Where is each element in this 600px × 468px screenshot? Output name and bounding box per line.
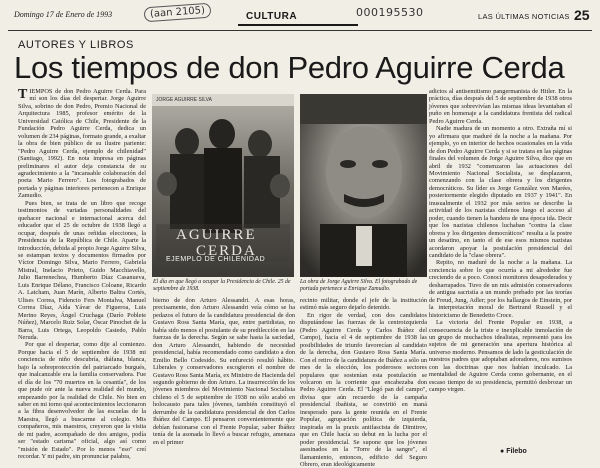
- paragraph: adictos al antisemitismo pangermanista de Hitler. En la práctica, días después del 5 de septiembre de 1938 otros jóvenes que sobrevivían las mismas ideas levantaban el puño en homenaje a la candidatura frentista del radical Pedro Aguirre Cerda.: [429, 88, 572, 125]
- paragraph: bierno de don Arturo Alessandri. A esas horas, precisamente, don Arturo Alessandri veía cómo se ha pedazos el futuro de la candidatura presidencial de don Gustavo Ross Santa María, que, entre partidistas, no había sido menos el postulante de su predilección en las fuerzas de la derecha. Según se sabe hasta la saciedad, don Arturo Alessandri, habiendo de necesidad presidencial, había recomendado como candidato a don Emilio Bello Codesido. Su enfureció resultó hábito. Liberales y conservadores escogieron el nombre de Gustavo Ross Santa María, ex Ministro de Hacienda del segundo gobierno de don Arturo. La insurrección de los jóvenes miembros del Movimiento Nacional Socialista chileno el 5 de septiembre de 1938 no sólo acabó en holocausto para tales jóvenes, también constituyó el derrumbe de la candidatura presidencial de don Carlos Ibáñez del Campo. El pensaron convenientemente que debían fusionarse con el Frente Popular, saber Ibáñez tenía de la asonada lo llevó a buscar refugio, amenaza en el primer: [153, 297, 295, 446]
- byline: ● Filebo: [500, 448, 527, 455]
- photo-caption-2: La obra de Jorge Aguirre Silva. El fotograbado de portada pertenece a Enrique Zamudio.: [300, 279, 418, 292]
- photo-caption-1: El día en que llegó a ocupar la Presidencia de Chile. 25 de septiembre de 1938.: [153, 279, 291, 292]
- page-number: 25: [574, 7, 590, 23]
- paragraph: Nadie madura de un momento a otro. Extraña mí si yo afirmara que maduré de la noche a la mañana. Por ejemplo, yo en interior de hechos ocasionales en la vida de don Pedro Aguirre Cerda y si se tratara en las páginas finales del volumen de Jorge Aguirre Silva, dice que en abril de 1932 "comenzaron las actuaciones del Movimiento Nacional Socialista, se desplazaron, comenzando con la clase obrera y los dirigentes democráticos. Su líder es Jorge González von Marées, posteriormente elegido diputado en 1937 y 1941". En inusualmente el 1932 por más serios se describe la actividad de los nazistas chilenos luego el acceso al poder, cuando tienen la bandera de una época ida. Decir que los nazistas chilenos luchaban "contra la clase obrera y los dirigentes democráticos" resulta a la postre un desatino, en tanto el de ese esos mismos nazistas acordaron apoyar la postulación presidencial del candidato de la "clase obrera".: [429, 125, 572, 259]
- paragraph: Pues bien, se trata de un libro que recoge testimonios de variadas personalidades del quehacer nacional e internacional acerca del educador que el 25 de octubre de 1938 llegó a ocupar, después de unas reñidas elecciones, la Presidencia de la República de Chile. Aparte la introducción, debida al propio Jorge Aguirre Silva, se estampan textos y documentos firmados por Víctor Domingo Silva, Mario Ferrero, Gabriela Mistral, Inelacio Prieto, Guido Macchiavello, Julio Barrenechea, Humberto Díaz Casanueva, Luis Enrique Délano, Francisco Coloane, Ricardo A. Latcham, Juan Marín, Alberto Baltra Cortés, Ulises Correa, Fidencio Fers Montalva, Manuel Correa Díaz, Aída Yávar de Figueroa, Luis Merino Reyes, Ángel Cruchaga (Darío Poblete Núñez), Marcelo Ruiz Solar, Óscar Pinochet de la Barra, Luis Ortega, Leopoldo Castedo, Pablo Neruda.: [18, 199, 146, 341]
- paragraph: Repito, no maduré de la noche a la mañana. La conciencia sobre lo que ocurría a mi alrededor fue creciendo de a poco. Conocí monitores desapoderados y desharrapados. Tuvo de un mis admisión conservadores de antigua sacristía a un mundo prebado por las teorías de Freud, Jung, Adler; por los hallazgos de Einstein, por la interpretación moral de Bertrand Russell y el historicismo de Benedetto Croce.: [429, 259, 572, 319]
- drop-cap: T: [18, 87, 28, 102]
- cover-banner-line-2: CERDA: [196, 243, 257, 259]
- article-column-2: [153, 297, 295, 459]
- paragraph: Por que el despertar, como dije al comienzo. Porque hacia el 5 de septiembre de 1938 mi conciencia de niño descubría, diáfana, blanca, bajo la sobreprotección del patriarcado burgués, que inalcanzable era la familia conservadora. Fue el día de los "70 muertos en la cesantía", de los que pude oír ante la nueva realidad del mundo, empezando por la realidad de Chile. No bien en saber en mi torno qué acontecimientos leccionaron a la fibra desenvolvedor de las escuelas de la Maestra, llegó a buscarme al colegio. Mis compañeros, mis maestros, creyeron que la visita de mi padre, acompañado de dos amigos, podía ser "estado carisma" oficial, algo así como "misión de Estado". Por lo menos "eso" creí recordar. Y mi padre, sin pronunciar palabra,: [18, 341, 146, 461]
- paragraph: IEMPOS de don Pedro Aguirre Cerda. Para mí son los días del despertar. Jorge Aguirre Silva, sobrino de don Pedro, Premio Nacional de Arquitectura 1985, profesor emérito de la Universidad Católica de Chile, Presidente de la Fundación Pedro Aguirre Cerda, dedica un volumen de 234 páginas, formato grande, a exaltar la obra de bien público de su ilustre pariente: "Pedro Aguirre Cerda, ejemplo de chilenidad" (Santiago, 1992). En nota impresa en páginas preliminares el autor deja constancia de su agradecimiento a la "incansable colaboración del poeta Mario Ferrero". Los fotograbados de portada y páginas interiores pertenecen a Enrique Zamudio.: [18, 88, 146, 200]
- photo-strip-author: JORGE AGUIRRE SILVA: [152, 94, 294, 106]
- photo-portrait: [300, 94, 427, 277]
- article-column-1: [18, 87, 146, 461]
- header-rule: [8, 30, 592, 31]
- article-column-3: [300, 297, 427, 468]
- portrait-image: [300, 94, 427, 277]
- paragraph: En rigor de verdad, con dos candidatos disputándose las fuerzas de la centroizquierda (Pedro Aguirre Cerda y Carlos Ibáñez del Campo), hacia el 4 de septiembre de 1938 las posibilidades de triunfo favorecían al candidato de la derecha, don Gustavo Ross Santa María. Con el retiro de la candidatura de Ibáñez a sólo un mes de la elección, los poderosos sectores populares que sostenían esta postulación se volcaron en la corriente que encabezaba don Pedro Aguirre Cerda. El "Llegó pan del campo", divisa que aún recuerdo de la campaña presidencial ibañista, se convirtió en maná inesperado para la gente reunida en el Frente Popular, agrupación política de izquierda, inspirada en la praxis antifascista de Dimitrov, que en Chile hacía su debut en la lucha por el poder presidencial. Se supone que los jóvenes asesinados en la "Torre de la sangre", el llamamiento, entonces, edificio del Seguro Obrero, eran ideológicamente: [300, 311, 427, 468]
- cover-banner-line-1: AGUIRRE: [176, 227, 257, 243]
- handwritten-annotation-right: 000195530: [356, 6, 424, 19]
- byline-name: Filebo: [506, 448, 527, 455]
- paragraph: recinto militar, donde el jefe de la institución estimó más seguro dejarlo detenido.: [300, 297, 427, 312]
- issue-date: Domingo 17 de Enero de 1993: [14, 10, 113, 19]
- article-column-4: [429, 88, 572, 438]
- photo-book-cover: [152, 94, 294, 277]
- section-label: CULTURA: [246, 11, 298, 22]
- paragraph: La victoria del Frente Popular en 1938, a consecuencia de la triste e inexplicable inmolación de un grupo de muchachos idealistas, representó para los sujetos de mi generación una apertura histórica al universo moderno. Pensamos de lado la gesticulación de nuestros padres que adoptaban adoradores, nos sumisos con las doctrinas que nos habían inculcado. La mentalidad de Aguirre Cerda como gobernante, en el escaso tiempo de su presidencia, permitió desbrozar un campo virgen.: [429, 319, 572, 394]
- kicker: AUTORES Y LIBROS: [18, 39, 134, 51]
- section-underline: [238, 24, 358, 26]
- cover-subtitle: EJEMPLO DE CHILENIDAD: [166, 256, 266, 263]
- handwritten-annotation-left: (aan 2105): [144, 3, 212, 23]
- page-header: [8, 4, 592, 28]
- newspaper-name: LAS ÚLTIMAS NOTICIAS: [478, 12, 570, 21]
- article-title: Los tiempos de don Pedro Aguirre Cerda: [14, 50, 565, 85]
